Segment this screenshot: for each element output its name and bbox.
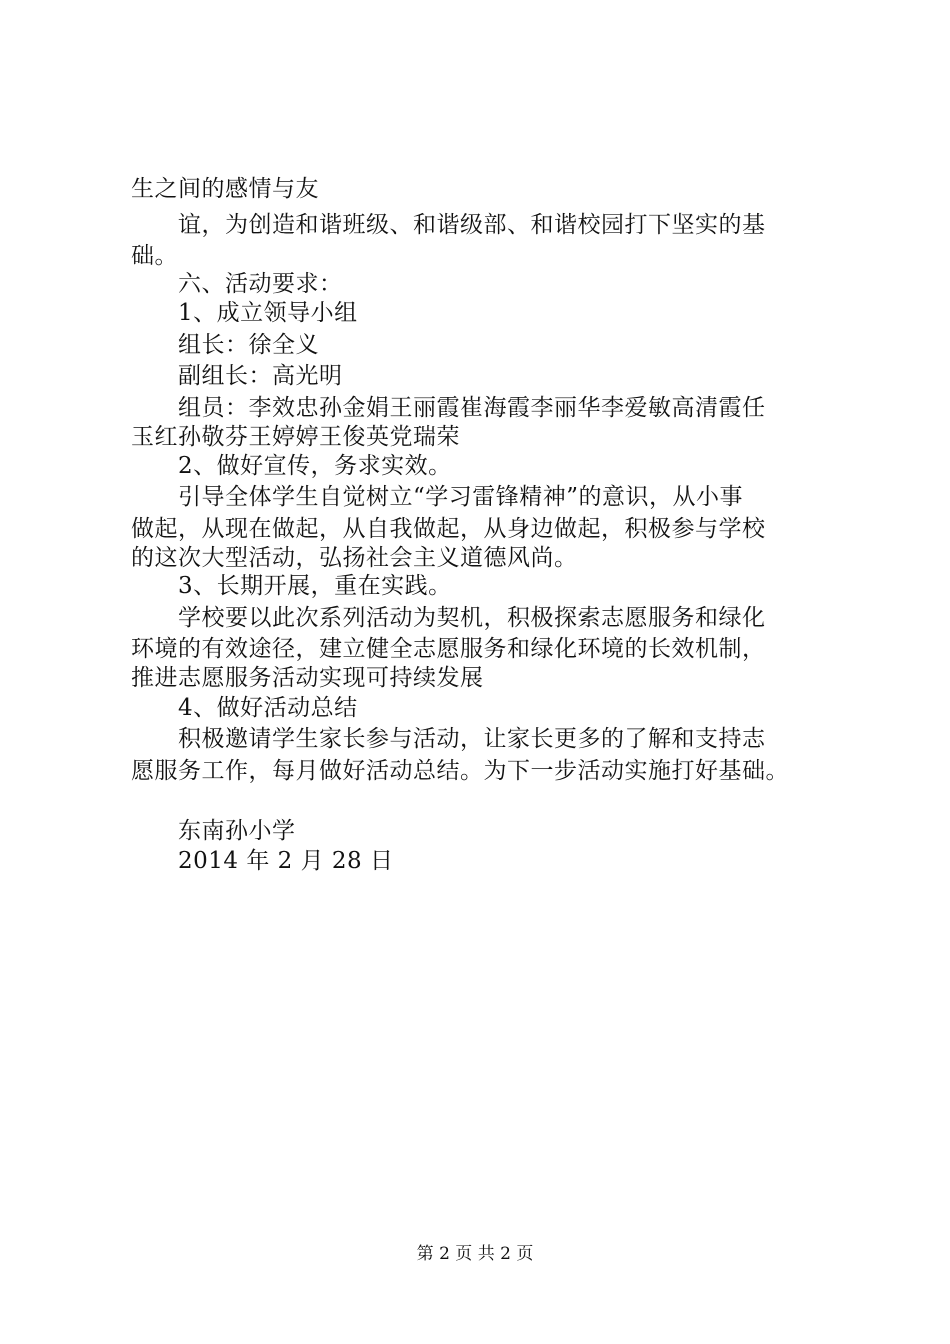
subsection-heading: 4、做好活动总结 — [178, 695, 358, 721]
body-line: 组员：李效忠孙金娟王丽霞崔海霞李丽华李爱敏高清霞任 — [178, 395, 766, 421]
page-footer: 第 2 页 共 2 页 — [416, 1244, 534, 1264]
body-line: 引导全体学生自觉树立“学习雷锋精神”的意识，从小事 — [178, 484, 744, 510]
signature-org: 东南孙小学 — [178, 818, 296, 844]
subsection-heading: 1、成立领导小组 — [178, 300, 358, 326]
body-line: 做起，从现在做起，从自我做起，从身边做起，积极参与学校 — [131, 516, 766, 542]
body-line: 愿服务工作，每月做好活动总结。为下一步活动实施打好基础。 — [131, 758, 789, 784]
subsection-heading: 3、长期开展，重在实践。 — [178, 573, 452, 599]
body-line: 础。 — [131, 243, 178, 269]
body-line: 谊，为创造和谐班级、和谐级部、和谐校园打下坚实的基 — [178, 212, 766, 238]
subsection-heading: 2、做好宣传，务求实效。 — [178, 453, 452, 479]
body-line: 副组长：高光明 — [178, 363, 343, 389]
body-line: 的这次大型活动，弘扬社会主义道德风尚。 — [131, 545, 578, 571]
body-line: 生之间的感情与友 — [131, 176, 319, 202]
body-line: 环境的有效途径，建立健全志愿服务和绿化环境的长效机制， — [131, 636, 766, 662]
body-line: 推进志愿服务活动实现可持续发展 — [131, 665, 484, 691]
signature-date: 2014 年 2 月 28 日 — [178, 848, 394, 874]
body-line: 玉红孙敬芬王婷婷王俊英党瑞荣 — [131, 424, 460, 450]
body-line: 组长：徐全义 — [178, 332, 319, 358]
section-heading: 六、活动要求： — [178, 271, 343, 297]
body-line: 学校要以此次系列活动为契机，积极探索志愿服务和绿化 — [178, 605, 766, 631]
body-line: 积极邀请学生家长参与活动，让家长更多的了解和支持志 — [178, 726, 766, 752]
